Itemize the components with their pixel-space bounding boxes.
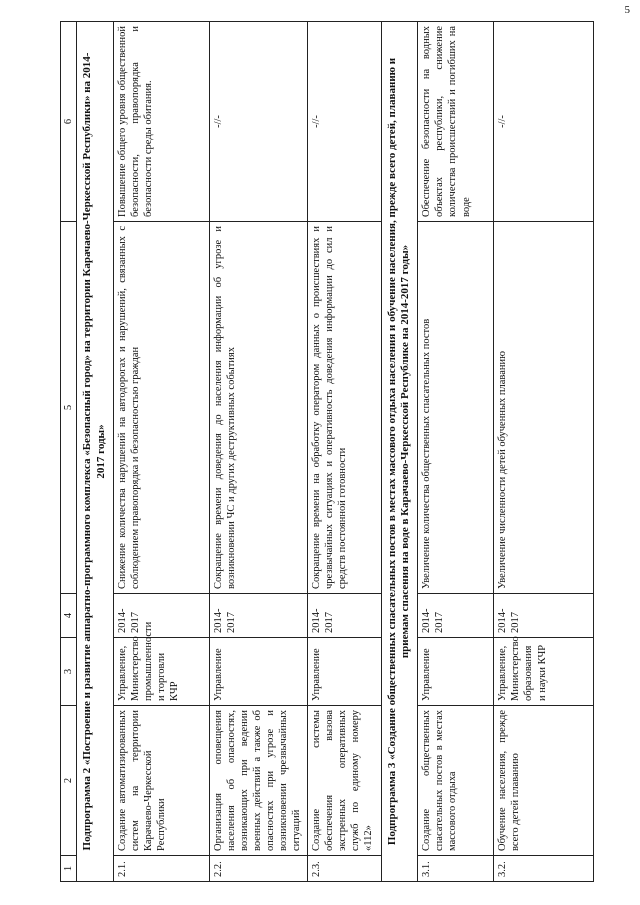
executor: Управление	[209, 638, 307, 706]
executor: Управление, Министерство промышленности и торговли КЧР	[113, 638, 209, 706]
expected-result: Сокращение времени на обработку оператором данных о происшествиях и чрезвычайных ситуациях и оперативность доведения информации до сил и средств постоянной готовности	[307, 222, 381, 594]
period: 2014-2017	[307, 594, 381, 638]
goal: -//-	[307, 22, 381, 222]
table-row	[209, 22, 307, 882]
row-number: 2.2.	[209, 856, 307, 882]
period: 2014-2017	[494, 594, 594, 638]
col-number-2: 2	[61, 706, 77, 856]
executor: Управление, Министерство образования и науки КЧР	[494, 638, 594, 706]
col-number-4: 4	[61, 594, 77, 638]
column-number-row	[61, 22, 77, 882]
subprogram-title-row	[381, 22, 418, 882]
table-row	[494, 22, 594, 882]
measure-name: Создание общественных спасательных постов в местах массового отдыха	[418, 706, 494, 856]
expected-result: Увеличение численности детей обученных плаванию	[494, 222, 594, 594]
col-number-5: 5	[61, 222, 77, 594]
col-number-1: 1	[61, 856, 77, 882]
measures-table	[60, 21, 594, 882]
goal: -//-	[209, 22, 307, 222]
row-number: 2.3.	[307, 856, 381, 882]
expected-result: Увеличение количества общественных спасательных постов	[418, 222, 494, 594]
row-number: 2.1.	[113, 856, 209, 882]
goal: Повышение общего уровня общественной безопасности, правопорядка и безопасности среды обитания.	[113, 22, 209, 222]
col-number-3: 3	[61, 638, 77, 706]
executor: Управление	[418, 638, 494, 706]
subprogram-2-title: Подпрограмма 2 «Построение и развитие аппаратно-программного комплекса «Безопасный город» на территории Карачаево-Черкесской Республики» на 2014-2017 годы»	[77, 22, 114, 882]
subprogram-3-title: Подпрограмма 3 «Создание общественных спасательных постов в местах массового отдыха населения и обучение населения, прежде всего детей, плаванию и приемам спасения на воде в Карачаево-Черкесской Республике на 2014-2017 годы»	[381, 22, 418, 882]
rotated-document	[60, 22, 620, 882]
page-number: 5	[624, 4, 630, 16]
row-number: 3.2.	[494, 856, 594, 882]
period: 2014-2017	[113, 594, 209, 638]
period: 2014-2017	[209, 594, 307, 638]
subprogram-title-row	[77, 22, 114, 882]
expected-result: Снижение количества нарушений на автодорогах и нарушений, связанных с соблюдением правопорядка и безопасностью граждан	[113, 222, 209, 594]
measure-name: Обучение населения, прежде всего детей плаванию	[494, 706, 594, 856]
table-row	[307, 22, 381, 882]
period: 2014-2017	[418, 594, 494, 638]
measure-name: Создание системы обеспечения вызова экстренных оперативных служб по единому номеру «112»	[307, 706, 381, 856]
measure-name: Создание автоматизированных систем на территории Карачаево-Черкесской Республики	[113, 706, 209, 856]
executor: Управление	[307, 638, 381, 706]
expected-result: Сокращение времени доведения до населения информации об угрозе и возникновении ЧС и других деструктивных событиях	[209, 222, 307, 594]
table-row	[113, 22, 209, 882]
goal: -//-	[494, 22, 594, 222]
row-number: 3.1.	[418, 856, 494, 882]
measure-name: Организация оповещения населения об опасностях, возникающих при ведении военных действий а также об опасностях при угрозе и возникновении чрезвычайных ситуаций	[209, 706, 307, 856]
col-number-6: 6	[61, 22, 77, 222]
goal: Обеспечение безопасности на водных объектах республики, снижение количества происшествий и погибших на воде	[418, 22, 494, 222]
table-row	[418, 22, 494, 882]
